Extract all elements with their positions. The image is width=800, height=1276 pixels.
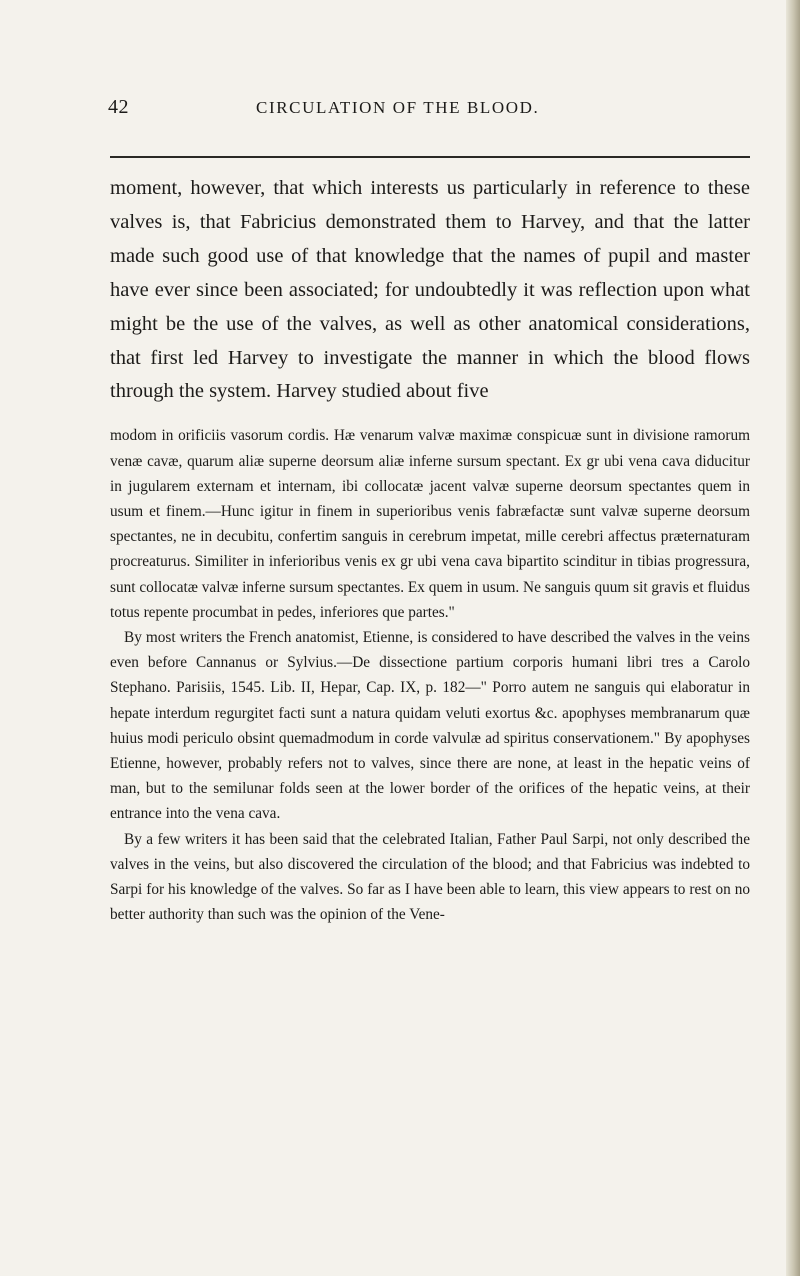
page-header: [108, 96, 748, 130]
page-number: 42: [108, 96, 129, 118]
latin-quote-paragraph: modom in orificiis vasorum cordis. Hæ venarum valvæ maximæ conspicuæ sunt in divisione ramorum venæ cavæ, quarum aliæ superne deorsum aliæ inferne sursum spectant. Ex gr ubi vena cava diducitur in jugularem externam et internam, ibi collocatæ jacent valvæ superne deorsum spectantes quem in usum et finem.—Hunc igitur in finem in superioribus venis fabræfactæ sunt valvæ superne deorsum spectantes, ne in decubitu, confertim sanguis in cerebrum impetat, mille cerebri affectus præternaturam procreaturus. Similiter in inferioribus venis ex gr ubi vena cava bipartito scinditur in tibias progressura, sunt collocatæ valvæ inferne sursum spectantes. Ex quem in usum. Ne sanguis quum sit gravis et fluidus totus repente procumbat in pedes, inferiores que partes.": [110, 427, 750, 621]
page-body: [110, 172, 750, 927]
running-title: CIRCULATION OF THE BLOOD.: [256, 98, 540, 117]
page-edge-shadow: [786, 0, 800, 1276]
header-rule: [110, 156, 750, 158]
etienne-paragraph: By most writers the French anatomist, Etienne, is considered to have described the valves in the veins even before Cannanus or Sylvius.—De dissectione partium corporis humani libri tres a Carolo Stephano. Parisiis, 1545. Lib. II, Hepar, Cap. IX, p. 182—" Porro autem ne sanguis qui elaboratur in hepate interdum regurgitet facti sunt a natura quidam veluti exortus &c. apophyses membranarum quæ huius modi periculo obsint quemadmodum in corde valvulæ ad spiritus conservationem." By apophyses Etienne, however, probably refers not to valves, since there are none, at least in the hepatic veins of man, but to the semilunar folds seen at the lower border of the orifices of the hepatic veins, at their entrance into the vena cava.: [110, 628, 750, 823]
main-paragraph: moment, however, that which interests us particularly in reference to these valves is, that Fabricius demonstrated them to Harvey, and that the latter made such good use of that knowledge that the names of pupil and master have ever since been associated; for undoubtedly it was reflection upon what might be the use of the valves, as well as other anatomical considerations, that first led Harvey to investigate the manner in which the blood flows through the system. Harvey studied about five: [110, 177, 750, 403]
sarpi-paragraph: By a few writers it has been said that the celebrated Italian, Father Paul Sarpi, not only described the valves in the veins, but also discovered the circulation of the blood; and that Fabricius was indebted to Sarpi for his knowledge of the valves. So far as I have been able to learn, this view appears to rest on no better authority than such was the opinion of the Vene-: [110, 830, 750, 924]
